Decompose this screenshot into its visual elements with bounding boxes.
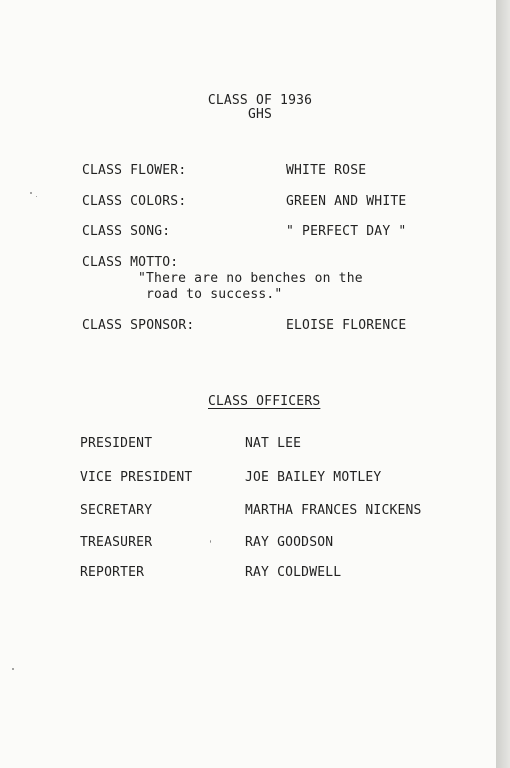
class-flower-label: CLASS FLOWER: — [82, 163, 187, 178]
page-edge-shadow — [496, 0, 510, 768]
class-motto-label: CLASS MOTTO: — [82, 255, 179, 270]
class-motto-line-2: road to success." — [146, 287, 283, 302]
officer-role-reporter: REPORTER — [80, 565, 145, 580]
class-flower-value: WHITE ROSE — [286, 163, 367, 178]
officer-name-secretary: MARTHA FRANCES NICKENS — [245, 503, 422, 518]
class-sponsor-label: CLASS SPONSOR: — [82, 318, 195, 333]
class-colors-value: GREEN AND WHITE — [286, 194, 407, 209]
paper-speck — [210, 540, 211, 543]
officer-role-treasurer: TREASURER — [80, 535, 153, 550]
officer-name-treasurer: RAY GOODSON — [245, 535, 334, 550]
class-song-label: CLASS SONG: — [82, 224, 171, 239]
class-sponsor-value: ELOISE FLORENCE — [286, 318, 407, 333]
page-title: CLASS OF 1936 — [207, 93, 313, 108]
class-song-value: " PERFECT DAY " — [286, 224, 407, 239]
page-subtitle: GHS — [247, 107, 273, 122]
officer-role-secretary: SECRETARY — [80, 503, 153, 518]
class-motto-line-1: "There are no benches on the — [138, 271, 363, 286]
paper-speck — [36, 196, 37, 197]
officer-name-reporter: RAY COLDWELL — [245, 565, 342, 580]
officer-role-president: PRESIDENT — [80, 436, 153, 451]
officer-name-vice-president: JOE BAILEY MOTLEY — [245, 470, 382, 485]
class-colors-label: CLASS COLORS: — [82, 194, 187, 209]
paper-speck — [30, 192, 32, 194]
officer-name-president: NAT LEE — [245, 436, 302, 451]
paper-speck — [12, 668, 14, 670]
officer-role-vice-president: VICE PRESIDENT — [80, 470, 193, 485]
officers-heading: CLASS OFFICERS — [208, 394, 321, 409]
